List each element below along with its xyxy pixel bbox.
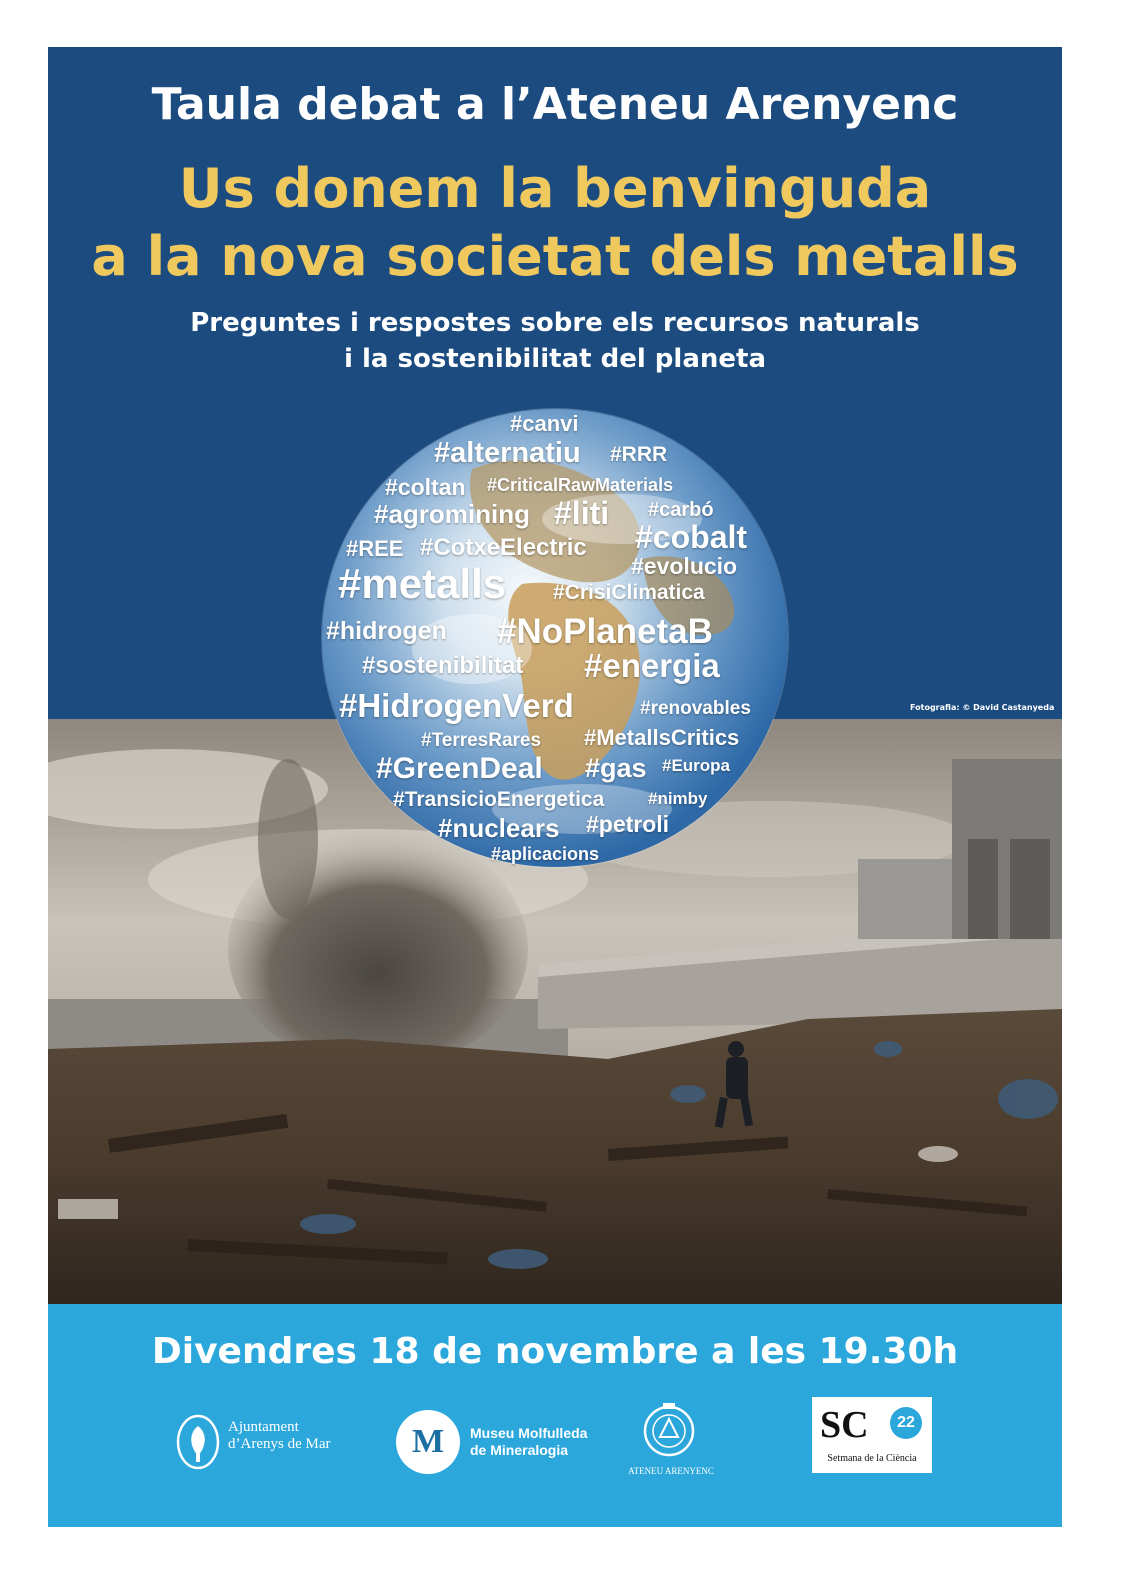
hashtag: #energia xyxy=(584,647,720,684)
hashtag: #CriticalRawMaterials xyxy=(487,475,674,495)
setmana-ciencia-logo xyxy=(812,1397,932,1473)
hashtag: #agromining xyxy=(374,499,531,529)
earth-globe-image xyxy=(322,409,788,867)
ajuntament-line-1: Ajuntament xyxy=(228,1419,299,1435)
hashtag: #TransicioEnergetica xyxy=(393,788,605,811)
headline-line-2: a la nova societat dels metalls xyxy=(91,225,1019,288)
hashtag: #sostenibilitat xyxy=(362,652,524,679)
hashtag: #petroli xyxy=(586,811,670,837)
photo-credit: Fotografia: © David Castanyeda xyxy=(910,703,1055,712)
headline-line-1: Us donem la benvinguda xyxy=(178,157,932,220)
museu-logo-mark: M xyxy=(411,1423,445,1460)
hashtag: #CotxeElectric xyxy=(420,534,587,561)
hashtag: #MetallsCritics xyxy=(584,725,740,750)
ajuntament-crest-icon xyxy=(176,1414,220,1470)
hashtag: #nuclears xyxy=(438,813,560,843)
hashtag: #HidrogenVerd xyxy=(339,687,574,724)
hashtag: #nimby xyxy=(648,789,708,808)
event-title: Taula debat a l’Ateneu Arenyenc xyxy=(151,79,959,130)
hashtag: #RRR xyxy=(610,443,668,466)
hashtag: #hidrogen xyxy=(326,617,447,645)
museu-logo-icon xyxy=(394,1408,462,1476)
hashtag: #renovables xyxy=(640,698,751,719)
hashtag: #GreenDeal xyxy=(376,752,543,785)
subtitle-line-1: Preguntes i respostes sobre els recursos naturals xyxy=(190,308,920,338)
hashtag: #alternatiu xyxy=(434,437,581,469)
hashtag: #carbó xyxy=(648,499,714,521)
ateneu-logo-text: ATENEU ARENYENC xyxy=(628,1466,714,1476)
hashtag: #NoPlanetaB xyxy=(497,612,713,651)
hashtag: #REE xyxy=(346,536,404,561)
museu-line-1: Museu Molfulleda xyxy=(470,1425,588,1441)
hashtag: #aplicacions xyxy=(491,844,600,864)
hashtag: #CrisiClimatica xyxy=(553,581,705,604)
sc-caption: Setmana de la Ciència xyxy=(827,1453,917,1464)
subtitle-line-2: i la sostenibilitat del planeta xyxy=(344,344,766,374)
poster xyxy=(48,47,1062,1527)
hashtag: #TerresRares xyxy=(421,730,542,751)
hashtag: #cobalt xyxy=(635,519,748,555)
museu-line-2: de Mineralogia xyxy=(470,1442,569,1458)
subtitle xyxy=(48,305,1062,377)
sc-number-badge: 22 xyxy=(890,1407,922,1439)
hashtag: #evolucio xyxy=(631,553,738,579)
headline xyxy=(48,155,1062,291)
sc-logo-mark: SC xyxy=(820,1404,869,1446)
hashtag: #coltan xyxy=(385,474,466,500)
ajuntament-logo-text xyxy=(228,1419,330,1453)
event-date: Divendres 18 de novembre a les 19.30h xyxy=(151,1331,959,1372)
ajuntament-line-2: d’Arenys de Mar xyxy=(228,1436,331,1452)
hashtag: #metalls xyxy=(338,560,507,607)
hashtag: #canvi xyxy=(510,411,579,436)
earth-continents xyxy=(322,409,788,867)
hashtag: #Europa xyxy=(662,756,731,775)
hashtag: #gas xyxy=(585,753,647,783)
ateneu-emblem-icon xyxy=(640,1399,698,1459)
museu-logo-text xyxy=(470,1425,587,1459)
hashtag: #liti xyxy=(554,495,610,531)
